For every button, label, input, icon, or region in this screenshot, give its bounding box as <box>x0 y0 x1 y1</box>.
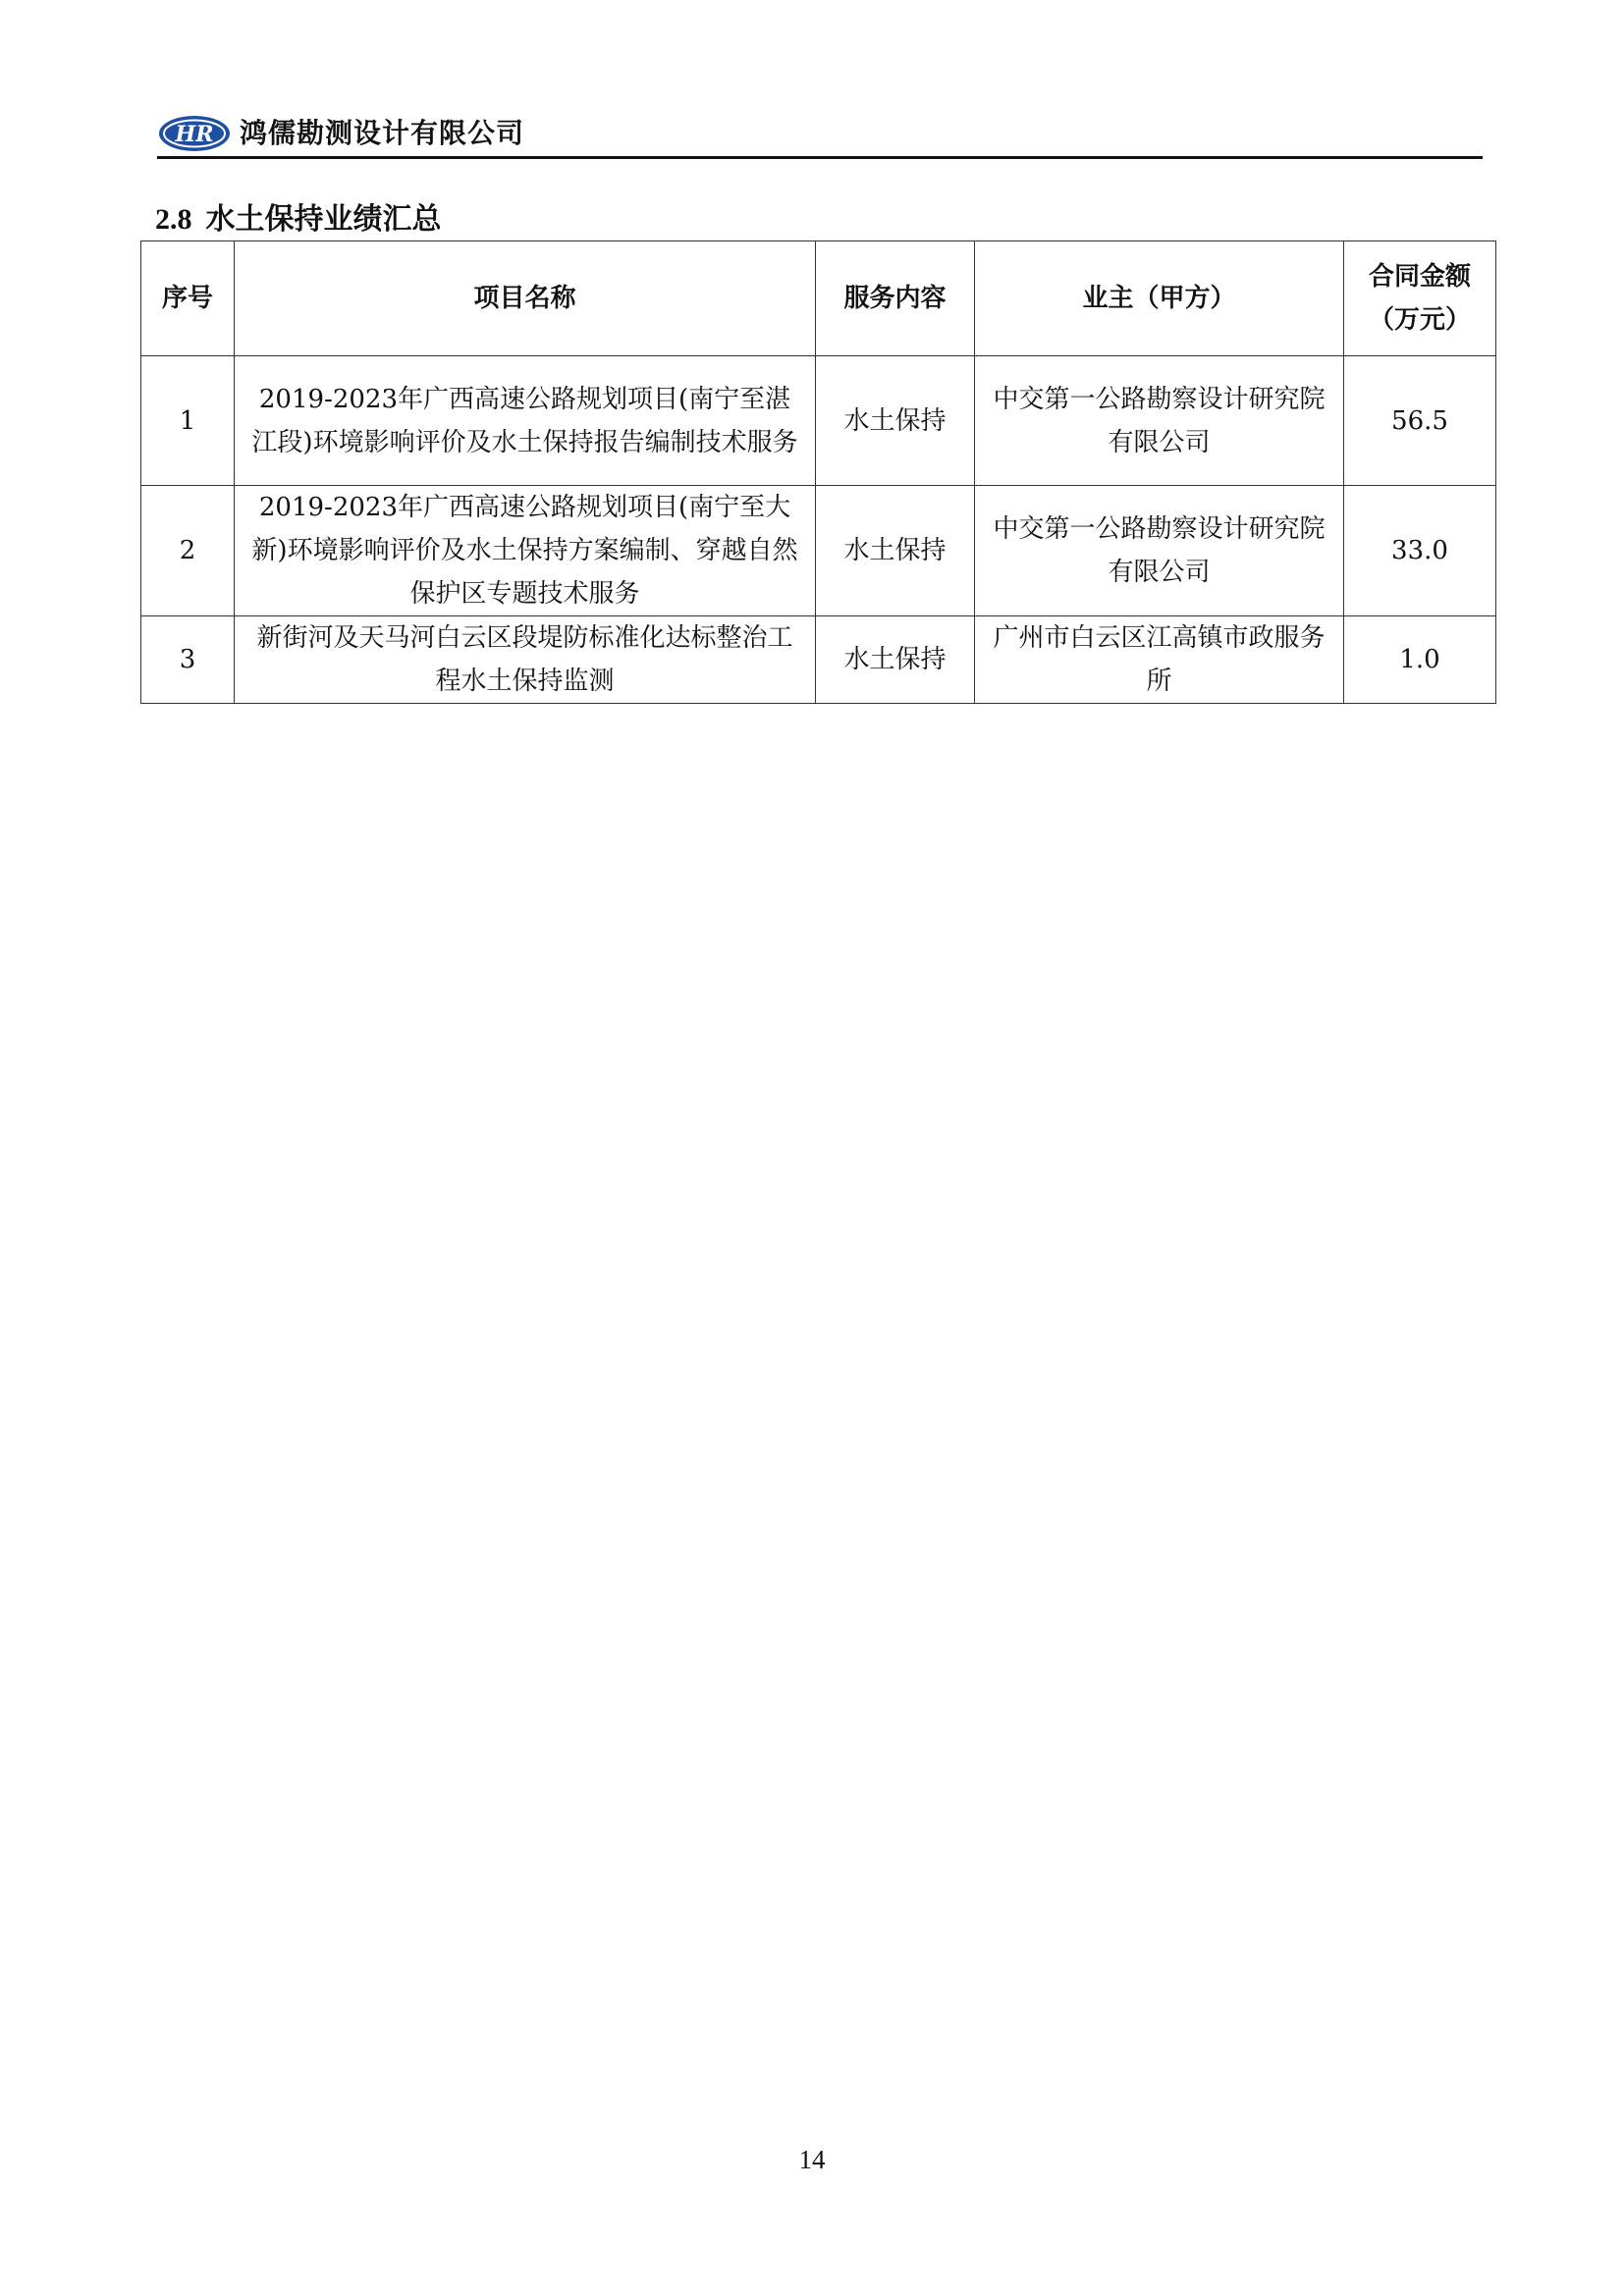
cell-project: 2019-2023年广西高速公路规划项目(南宁至大新)环境影响评价及水土保持方案编制、穿越自然保护区专题技术服务 <box>235 486 816 616</box>
cell-client: 中交第一公路勘察设计研究院有限公司 <box>975 486 1344 616</box>
cell-service: 水土保持 <box>816 486 975 616</box>
cell-index: 1 <box>141 356 235 486</box>
cell-project: 新街河及天马河白云区段堤防标准化达标整治工程水土保持监测 <box>235 616 816 704</box>
col-header-project: 项目名称 <box>235 241 816 356</box>
page-header <box>157 108 1483 159</box>
table-header-row <box>141 241 1496 356</box>
cell-amount: 33.0 <box>1344 486 1496 616</box>
cell-amount: 56.5 <box>1344 356 1496 486</box>
section-number: 2.8 <box>155 203 192 236</box>
cell-client: 中交第一公路勘察设计研究院有限公司 <box>975 356 1344 486</box>
page-number: 14 <box>798 2145 826 2174</box>
section-title <box>155 200 442 240</box>
cell-service: 水土保持 <box>816 616 975 704</box>
col-header-amount: 合同金额（万元） <box>1344 241 1496 356</box>
cell-project: 2019-2023年广西高速公路规划项目(南宁至湛江段)环境影响评价及水土保持报告编制技术服务 <box>235 356 816 486</box>
logo-text: HR <box>175 122 214 147</box>
cell-index: 3 <box>141 616 235 704</box>
cell-service: 水土保持 <box>816 356 975 486</box>
cell-amount: 1.0 <box>1344 616 1496 704</box>
table-row <box>141 616 1496 704</box>
cell-index: 2 <box>141 486 235 616</box>
table-row <box>141 486 1496 616</box>
table-row <box>141 356 1496 486</box>
col-header-service: 服务内容 <box>816 241 975 356</box>
hr-oval-logo-icon <box>157 114 232 153</box>
col-header-index: 序号 <box>141 241 235 356</box>
performance-table <box>140 240 1496 704</box>
col-header-client: 业主（甲方） <box>975 241 1344 356</box>
cell-client: 广州市白云区江高镇市政服务所 <box>975 616 1344 704</box>
header-divider <box>157 156 1483 159</box>
section-title-text: 水土保持业绩汇总 <box>205 202 442 237</box>
company-name: 鸿儒勘测设计有限公司 <box>240 117 525 149</box>
